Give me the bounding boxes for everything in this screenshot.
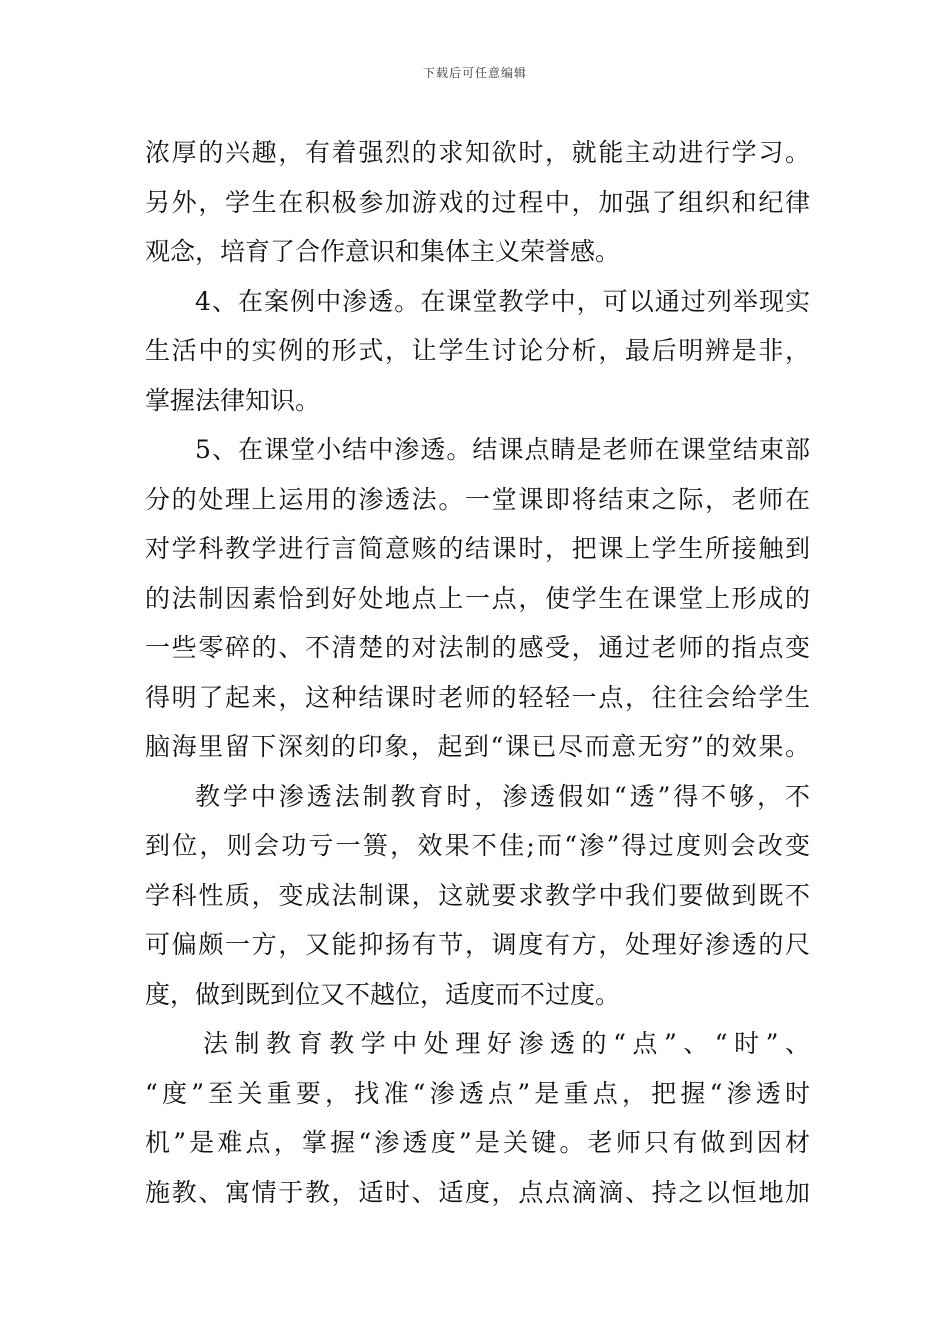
text-line: 可偏颇一方，又能抑扬有节，调度有方，处理好渗透的尺 — [145, 930, 810, 959]
text-line: 对学科教学进行言简意赅的结课时，把课上学生所接触到 — [145, 534, 810, 563]
text-line: 一些零碎的、不清楚的对法制的感受，通过老师的指点变 — [145, 633, 810, 662]
text-line: 机”是难点，掌握“渗透度”是关键。老师只有做到因材 — [145, 1128, 810, 1157]
text-line: 得明了起来，这种结课时老师的轻轻一点，往往会给学生 — [145, 682, 810, 712]
text-line: “度”至关重要，找准“渗透点”是重点，把握“渗透时 — [145, 1078, 810, 1108]
text-line: 另外，学生在积极参加游戏的过程中，加强了组织和纪律 — [145, 187, 810, 217]
text-line: 浓厚的兴趣，有着强烈的求知欲时，就能主动进行学习。 — [145, 138, 810, 167]
text-line: 教学中渗透法制教育时，渗透假如“透”得不够，不 — [195, 781, 810, 811]
text-line: 掌握法律知识。 — [145, 385, 321, 415]
text-line: 度，做到既到位又不越位，适度而不过度。 — [145, 979, 621, 1009]
text-line: 法制教育教学中处理好渗透的“点”、“时”、 — [203, 1029, 810, 1058]
text-line: 观念，培育了合作意识和集体主义荣誉感。 — [145, 237, 621, 266]
text-line: 的法制因素恰到好处地点上一点，使学生在课堂上形成的 — [145, 583, 810, 613]
text-line: 到位，则会功亏一篑，效果不佳;而“渗”得过度则会改变 — [145, 831, 810, 860]
text-line: 4、在案例中渗透。在课堂教学中，可以通过列举现实 — [195, 286, 810, 316]
text-line: 生活中的实例的形式，让学生讨论分析，最后明辨是非， — [145, 336, 810, 365]
text-line: 5、在课堂小结中渗透。结课点睛是老师在课堂结束部 — [195, 435, 810, 464]
text-line: 分的处理上运用的渗透法。一堂课即将结束之际，老师在 — [145, 484, 810, 514]
document-body — [145, 128, 810, 1217]
text-line: 脑海里留下深刻的印象，起到“课已尽而意无穷”的效果。 — [145, 732, 810, 761]
page-header: 下载后可任意编辑 — [422, 66, 527, 80]
text-line: 学科性质，变成法制课，这就要求教学中我们要做到既不 — [145, 880, 810, 910]
text-line: 施教、寓情于教，适时、适度，点点滴滴、持之以恒地加 — [145, 1177, 810, 1207]
